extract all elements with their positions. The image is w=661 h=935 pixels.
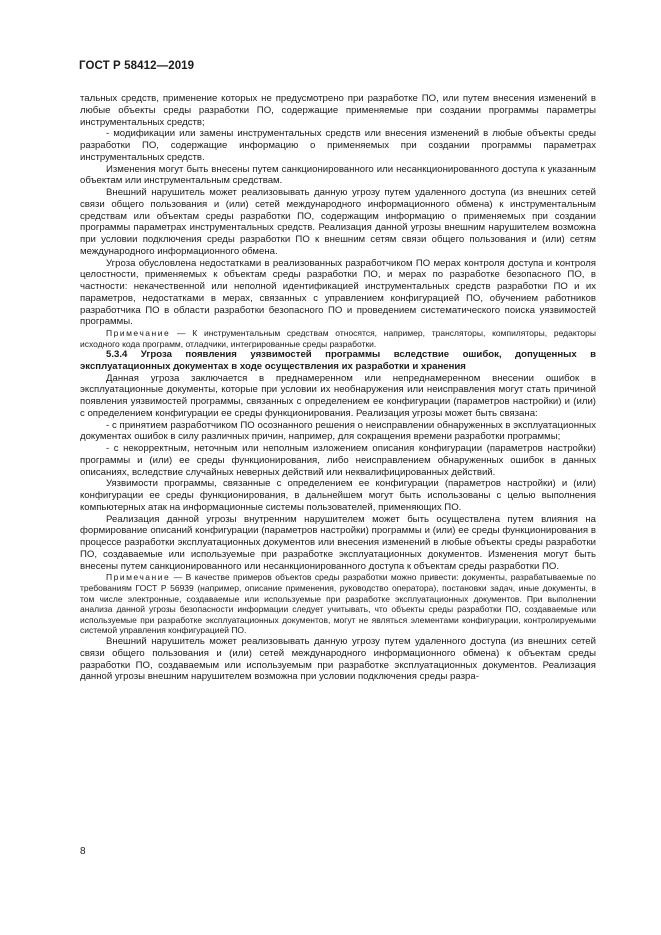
paragraph: Внешний нарушитель может реализовывать данную угрозу путем удаленного доступа (из внешних сетей связи общего пользования и (или) сетей международного информационного обмена) к объектам среды разработки ПО, создаваемым или используемым при разработке эксплуатационных документов. Реализация данной угрозы внешним нарушителем возможна при условии подключения среды разра- — [80, 636, 596, 683]
page-number: 8 — [80, 846, 86, 857]
page-body — [80, 93, 596, 683]
note-label: Примечание — [106, 328, 171, 338]
list-item: - с принятием разработчиком ПО осознанного решения о неисправлении обнаруженных в эксплуатационных документах ошибок в силу различных причин, например, для сокращения времени разработки программы; — [80, 419, 596, 443]
section-title: Угроза появления уязвимостей программы вследствие ошибок, допущенных в эксплуатационных документах в ходе осуществления их разработки и хранения — [80, 349, 596, 372]
paragraph: тальных средств, применение которых не предусмотрено при разработке ПО, или путем внесения изменений в любые объекты среды разработки ПО, содержащие применяемые при создании программы параметры инструментальных средств; — [80, 93, 596, 128]
paragraph: Внешний нарушитель может реализовывать данную угрозу путем удаленного доступа (из внешних сетей связи общего пользования и (или) сетей международного информационного обмена) к инструментальным средствам или объектам среды разработки ПО, содержащим информацию о применяемых при создании программы параметрах инструментальных средств. Реализация данной угрозы внешним нарушителем возможна при условии подключения среды разработки ПО к внешним сетям связи общего пользования и (или) сетям международного информационного обмена. — [80, 187, 596, 257]
list-item: - модификации или замены инструментальных средств или внесения изменений в любые объекты среды разработки ПО, содержащие информацию о применяемых при создании программы параметрах инструментальных средств. — [80, 128, 596, 163]
paragraph: Изменения могут быть внесены путем санкционированного или несанкционированного доступа к указанным объектам или инструментальным средствам. — [80, 163, 596, 187]
note-text: — К инструментальным средствам относятся, например, трансляторы, компиляторы, редакторы исходного кода программ, отладчики, интегрированные среды разработки. — [80, 328, 596, 349]
paragraph: Реализация данной угрозы внутренним нарушителем может быть осуществлена путем влияния на формирование описаний конфигурации (параметров настройки) программы и (или) ее среды функционирования в процессе разработки эксплуатационных документов или внесения изменений в любые объекты среды разработки ПО, создаваемые или используемые при разработке эксплуатационных документов. Изменения могут быть внесены путем санкционированного или несанкционированного доступа к объектам среды разработки ПО. — [80, 513, 596, 572]
note — [80, 328, 596, 349]
document-header: ГОСТ Р 58412—2019 — [79, 60, 195, 72]
list-item: - с некорректным, неточным или неполным изложением описания конфигурации (параметров настройки) программы и (или) ее среды функционирования, либо неисправлением обнаруженных ошибок в данных описаниях, вследствие случайных неверных действий или неквалифицированных действий. — [80, 443, 596, 478]
paragraph: Уязвимости программы, связанные с определением ее конфигурации (параметров настройки) и (или) конфигурации ее среды функционирования, в дальнейшем могут быть использованы с целью выполнения компьютерных атак на информационные системы пользователей, применяющих ПО. — [80, 478, 596, 513]
section-number: 5.3.4 — [106, 349, 128, 361]
section-heading — [80, 349, 596, 373]
note-label: Примечание — [106, 572, 171, 583]
note — [80, 572, 596, 636]
paragraph: Данная угроза заключается в преднамеренном или непреднамеренном внесении ошибок в эксплуатационные документы, которые при условии их необнаружения или неисправления могут стать причиной появления уязвимостей программы, связанных с определением ее конфигурации (параметров настройки) и (или) с определением конфигурации ее среды функционирования. Реализация угрозы может быть связана: — [80, 372, 596, 419]
note-text: — В качестве примеров объектов среды разработки можно привести: документы, разрабатываемые по требованиям ГОСТ Р 56939 (например, описание применения, руководство оператора), постановки задач, иные документы, в том числе электронные, создаваемые или используемые при разработке эксплуатационных документов. При выполнении анализа данной угрозы безопасности информации следует учитывать, что объекты среды разработки ПО, создаваемые или используемые при разработке эксплуатационных документов, могут не являться элементами конфигурации, контролируемыми системой управления конфигурацией ПО. — [80, 572, 596, 636]
paragraph: Угроза обусловлена недостатками в реализованных разработчиком ПО мерах контроля доступа и контроля целостности, применяемых к объектам среды разработки ПО, и мерах по разработке безопасного ПО, в частности: некачественной или неполной идентификацией инструментальных средств разработки ПО и их параметров, недостатками в мерах, связанных с управлением конфигурацией ПО, обучением работников разработчика ПО в области разработки безопасного ПО и проведением систематического поиска уязвимостей программы. — [80, 257, 596, 328]
